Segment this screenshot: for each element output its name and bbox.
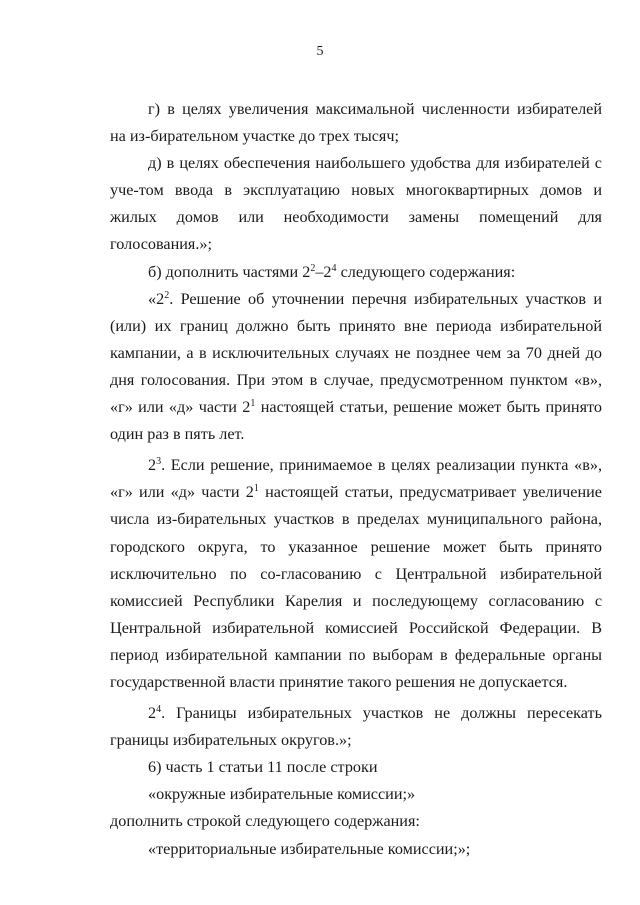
part-2-2-pre: «2: [148, 289, 165, 308]
part-2-2-text: . Решение об уточнении перечня избирательных участков и (или) их границ должно быть принято вне периода избирательной кампании, а в исключительных случаях не позднее чем за 70 дней до дня голосования. При этом в случае, предусмотренном пунктом «в», «г» или «д» части 2: [110, 289, 602, 417]
part-2-3-pre: 2: [148, 456, 157, 475]
quoted-line-territorial-commissions: «территориальные избирательные комиссии;»;: [148, 839, 471, 858]
paragraph-b: [110, 259, 602, 286]
paragraph-6: 6) часть 1 статьи 11 после строки: [148, 758, 378, 777]
part-2-3-text-end: настоящей статьи, предусматривает увеличение числа из-бирательных участков в пределах муниципального района, городского округа, то указанное решение может быть принято исключительно по со-гласованию с Центральной избирательной комиссией Республики Карелия и последующему согласованию с Центральной избирательной комиссией Российской Федерации. В период избирательной кампании по выборам в федеральные органы государственной власти принятие такого решения не допускается.: [110, 483, 602, 691]
page-number: 5: [316, 44, 324, 59]
paragraph-b-post: следующего содержания:: [336, 262, 516, 281]
part-2-3-text: . Если решение, принимаемое в целях реализации пункта «в», «г» или «д» части 2: [110, 456, 602, 502]
paragraph-part-2-2: [110, 286, 602, 449]
part-2-3-sup: 3: [156, 456, 162, 468]
part-2-2-sup: 2: [164, 289, 170, 301]
document-body: [110, 96, 602, 863]
part-2-2-ref-sup: 1: [250, 398, 256, 410]
part-2-3-ref-sup: 1: [253, 483, 259, 495]
paragraph-part-2-3: [110, 452, 602, 696]
paragraph-b-sup-2: 4: [331, 262, 337, 274]
part-2-2-text-end: настоящей статьи, решение может быть принято один раз в пять лет.: [110, 398, 602, 444]
paragraph-supplement: дополнить строкой следующего содержания:: [110, 812, 420, 831]
paragraph-b-pre: б) дополнить частями 2: [148, 262, 311, 281]
paragraph-g: г) в целях увеличения максимальной численности избирателей на из-бирательном участке до трех тысяч;: [110, 100, 602, 146]
quoted-line-district-commissions: «окружные избирательные комиссии;»: [148, 785, 416, 804]
paragraph-b-sup-1: 2: [310, 262, 316, 274]
part-2-4-pre: 2: [148, 704, 157, 723]
paragraph-b-mid: –2: [315, 262, 332, 281]
part-2-4-sup: 4: [156, 704, 162, 716]
paragraph-part-2-4: [110, 700, 602, 754]
part-2-4-text: . Границы избирательных участков не должны пересекать границы избирательных округов.»;: [110, 704, 602, 750]
paragraph-d: д) в целях обеспечения наибольшего удобства для избирателей с уче-том ввода в эксплуатацию новых многоквартирных домов и жилых домов или необходимости замены помещений для голосования.»;: [110, 154, 602, 254]
